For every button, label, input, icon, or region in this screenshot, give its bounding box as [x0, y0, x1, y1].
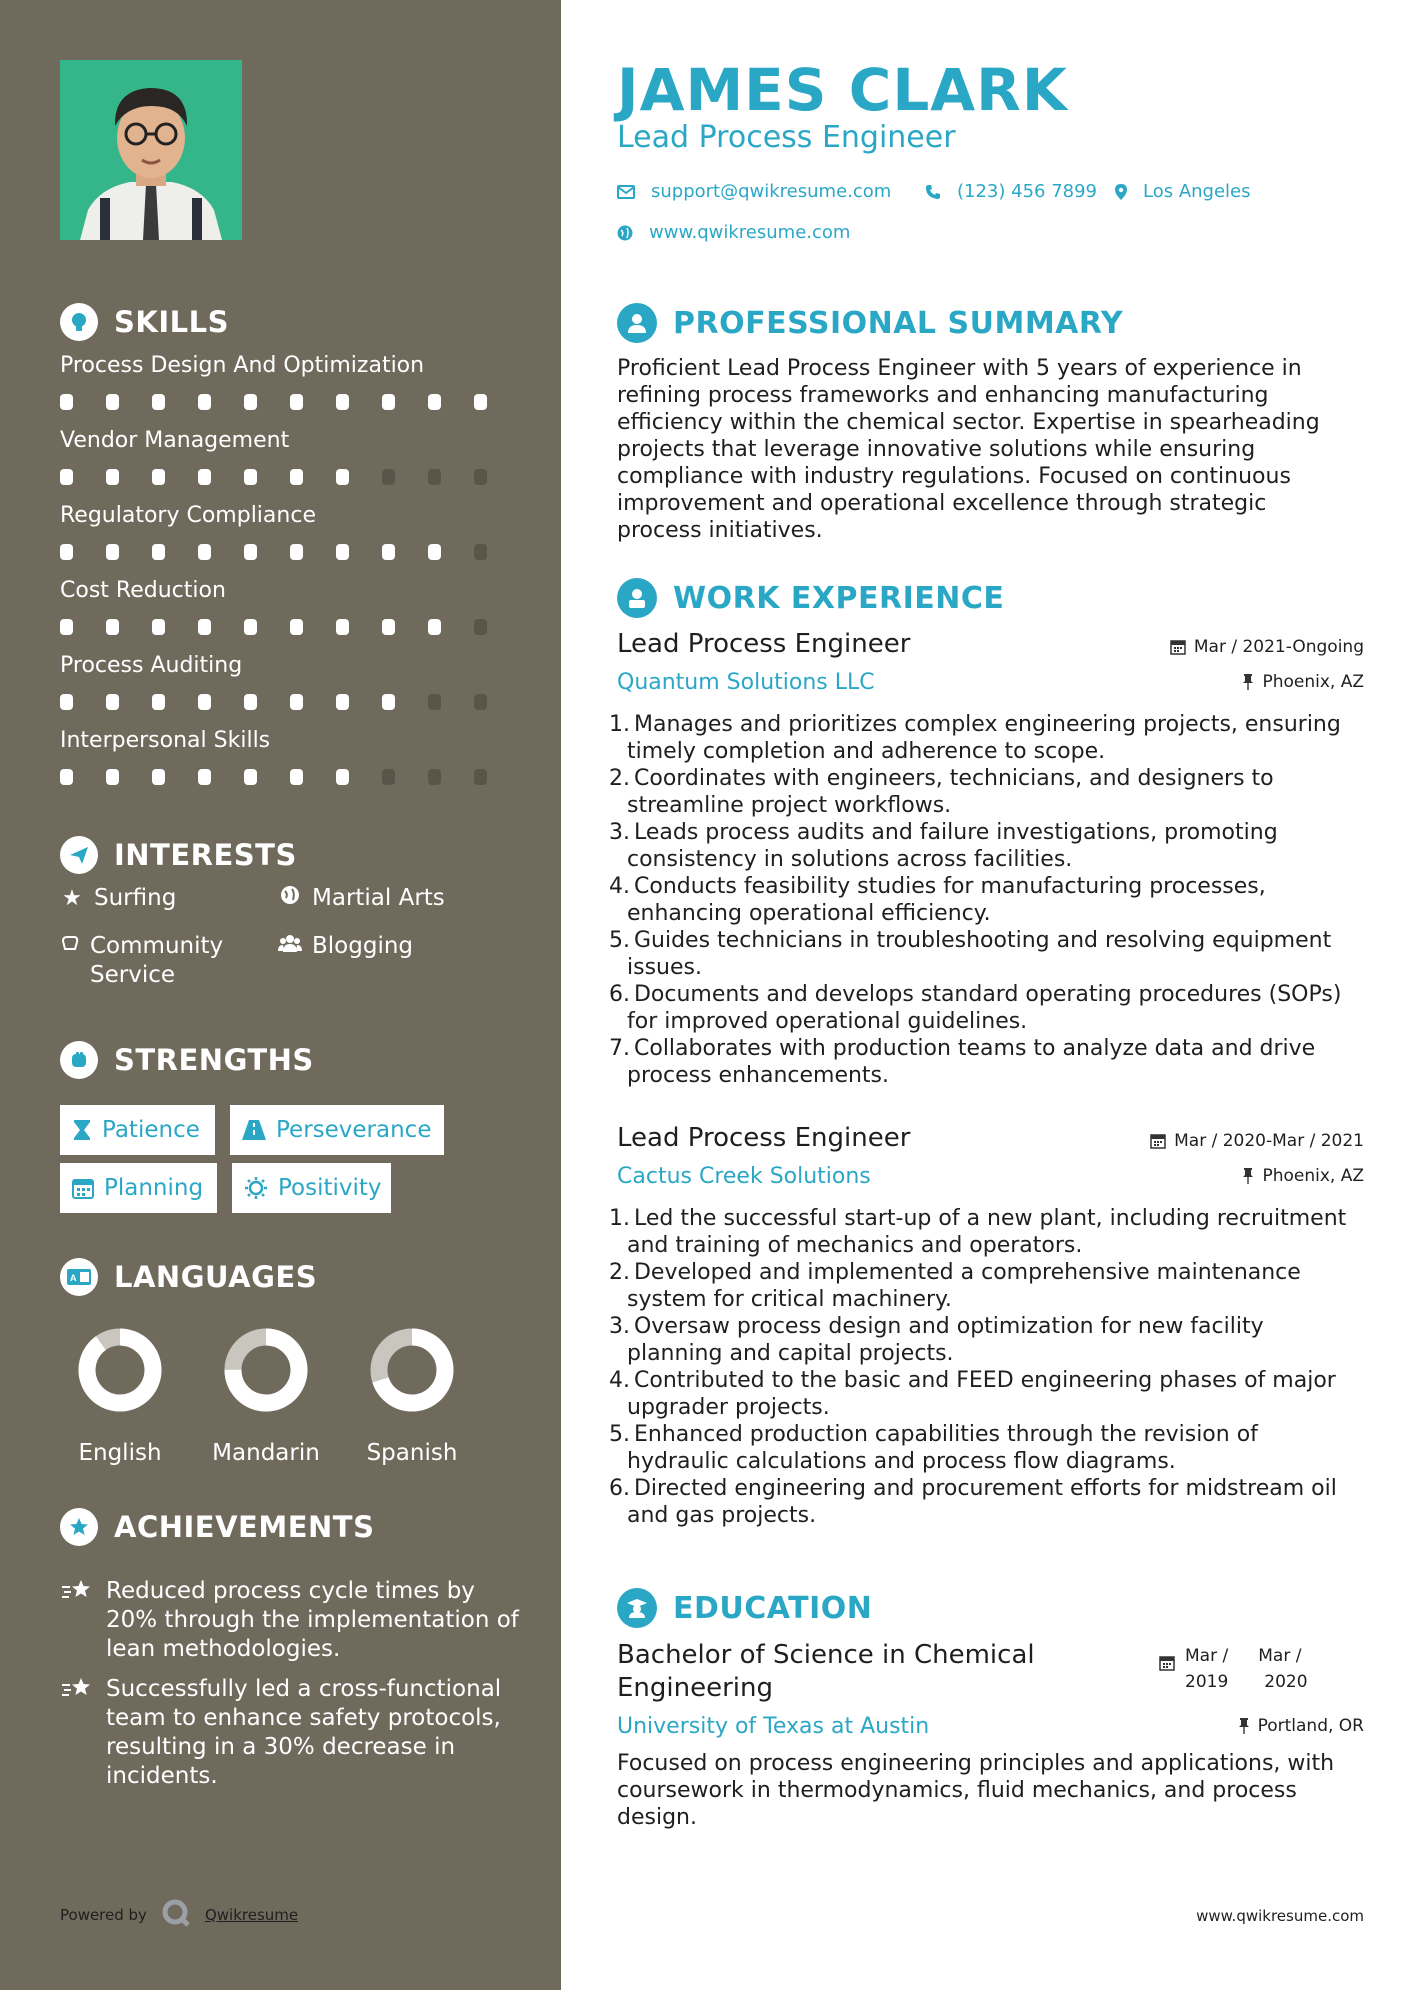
sidebar [0, 0, 561, 1990]
skill-name: Process Design And Optimization [60, 353, 425, 378]
job-dates-text: Mar / 2020-Mar / 2021 [1174, 1131, 1364, 1151]
education-location [1238, 1716, 1364, 1736]
experience-heading [617, 577, 1004, 619]
powered-by-label: Powered by [60, 1906, 147, 1924]
school-name: University of Texas at Austin [617, 1714, 930, 1739]
job-duties [609, 711, 1349, 1089]
lightbulb-icon [60, 303, 98, 341]
rating-dot-filled [382, 694, 395, 710]
candidate-name: JAMES CLARK [617, 56, 1068, 124]
rating-dot-filled [198, 394, 211, 410]
location-text: Los Angeles [1143, 181, 1251, 202]
language-name: Spanish [366, 1440, 458, 1466]
envelope-icon [617, 185, 635, 199]
duty-item: 4. Conducts feasibility studies for manufacturing processes, enhancing operational efficiency. [609, 874, 1266, 926]
strength-label: Positivity [278, 1175, 382, 1201]
road-icon [242, 1120, 266, 1140]
sun-icon [244, 1176, 268, 1200]
skill-name: Regulatory Compliance [60, 503, 316, 528]
skill-item [60, 652, 520, 710]
rating-dot-filled [336, 544, 349, 560]
skill-item [60, 727, 520, 785]
rating-dot-filled [198, 544, 211, 560]
rating-dot-empty [474, 769, 487, 785]
achievement-item [60, 1577, 520, 1664]
rating-dot-filled [60, 469, 73, 485]
strength-label: Patience [102, 1117, 200, 1143]
avatar [60, 60, 242, 240]
skill-rating [60, 544, 520, 560]
duty-item: 6. Documents and develops standard operating procedures (SOPs) for improved operational guidelines. [609, 982, 1342, 1034]
job-title: Lead Process Engineer [617, 629, 911, 659]
rating-dot-filled [152, 394, 165, 410]
duty-item: 3. Leads process audits and failure investigations, promoting consistency in solutions across facilities. [609, 820, 1278, 872]
map-pin-icon [1115, 184, 1127, 200]
rating-dot-filled [198, 469, 211, 485]
education-description: Focused on process engineering principles and applications, with coursework in thermodynamics, fluid mechanics, and process design. [617, 1751, 1335, 1830]
calendar-icon [72, 1177, 94, 1199]
skill-rating [60, 619, 520, 635]
strength-tag [230, 1105, 444, 1155]
phone-icon [925, 184, 941, 200]
skill-item [60, 352, 520, 410]
rating-dot-filled [244, 769, 257, 785]
rating-dot-empty [428, 769, 441, 785]
language-icon [60, 1258, 98, 1296]
rating-dot-filled [244, 544, 257, 560]
duty-item: 7. Collaborates with production teams to analyze data and drive process enhancements. [609, 1036, 1316, 1088]
duty-item: 1. Manages and prioritizes complex engineering projects, ensuring timely completion and adherence to scope. [609, 712, 1341, 764]
rating-dot-filled [244, 394, 257, 410]
duty-item: 3. Oversaw process design and optimization for new facility planning and capital projects. [609, 1314, 1264, 1366]
degree-line: Engineering [617, 1673, 773, 1703]
interest-label: Community Service [90, 933, 224, 988]
hourglass-icon [72, 1119, 92, 1141]
rating-dot-empty [428, 469, 441, 485]
users-icon [278, 932, 302, 961]
skill-item [60, 577, 520, 635]
end-month: Mar / [1258, 1646, 1302, 1666]
website-text: www.qwikresume.com [649, 222, 851, 243]
language-donut [50, 1320, 190, 1420]
interests-title: INTERESTS [114, 838, 297, 872]
rating-dot-filled [60, 544, 73, 560]
rating-dot-filled [290, 619, 303, 635]
company-name: Cactus Creek Solutions [617, 1164, 871, 1189]
rating-dot-filled [106, 394, 119, 410]
skill-item [60, 427, 520, 485]
hand-icon [60, 932, 80, 961]
duty-item: 1. Led the successful start-up of a new plant, including recruitment and training of mechanics and operators. [609, 1206, 1347, 1258]
duty-item: 2. Developed and implemented a comprehensive maintenance system for critical machinery. [609, 1260, 1301, 1312]
star-icon: ★ [62, 886, 82, 911]
skill-rating [60, 769, 520, 785]
rating-dot-filled [106, 619, 119, 635]
education-heading [617, 1587, 872, 1629]
job-location-text: Phoenix, AZ [1262, 672, 1364, 692]
rating-dot-filled [382, 394, 395, 410]
strengths-heading [60, 1038, 314, 1082]
rating-dot-filled [152, 544, 165, 560]
skill-name: Cost Reduction [60, 578, 226, 603]
duty-item: 5. Enhanced production capabilities through the revision of hydraulic calculations and process flow diagrams. [609, 1422, 1258, 1474]
pushpin-icon [1242, 1168, 1254, 1184]
briefcase-user-icon [617, 578, 657, 618]
language-name: English [78, 1440, 162, 1466]
email-text: support@qwikresume.com [651, 181, 892, 202]
rating-dot-filled [336, 694, 349, 710]
language-item [50, 1320, 190, 1466]
rating-dot-filled [428, 619, 441, 635]
rating-dot-filled [336, 619, 349, 635]
achievement-text: Successfully led a cross-functional team to enhance safety protocols, resulting in a 30% decrease in incidents. [106, 1676, 502, 1789]
fist-icon [60, 1041, 98, 1079]
job-duties [609, 1205, 1349, 1529]
strength-tag [60, 1163, 217, 1213]
rating-dot-filled [152, 694, 165, 710]
footer-url[interactable]: www.qwikresume.com [1196, 1907, 1364, 1925]
rating-dot-filled [60, 694, 73, 710]
rating-dot-filled [244, 469, 257, 485]
rating-dot-filled [290, 544, 303, 560]
contact-phone[interactable] [925, 181, 1097, 202]
rating-dot-filled [198, 619, 211, 635]
education-end [1258, 1643, 1307, 1695]
phone-text: (123) 456 7899 [957, 181, 1098, 202]
shooting-star-icon [60, 1675, 94, 1791]
rating-dot-filled [198, 694, 211, 710]
achievements-title: ACHIEVEMENTS [114, 1510, 375, 1544]
rating-dot-filled [152, 769, 165, 785]
shooting-star-icon [60, 1577, 94, 1664]
languages-title: LANGUAGES [114, 1260, 318, 1294]
skill-rating [60, 469, 520, 485]
pushpin-icon [1238, 1718, 1250, 1734]
rating-dot-filled [474, 394, 487, 410]
rating-dot-filled [106, 469, 119, 485]
job-location-text: Phoenix, AZ [1262, 1166, 1364, 1186]
rating-dot-filled [60, 769, 73, 785]
start-year: 2019 [1185, 1672, 1229, 1692]
job-location [1242, 1166, 1364, 1186]
job-dates [1150, 1131, 1364, 1151]
duty-item: 2. Coordinates with engineers, technicians, and designers to streamline project workflows. [609, 766, 1274, 818]
graduate-icon [617, 1588, 657, 1628]
rating-dot-filled [106, 544, 119, 560]
duty-item: 6. Directed engineering and procurement efforts for midstream oil and gas projects. [609, 1476, 1337, 1528]
rating-dot-filled [428, 544, 441, 560]
skill-name: Process Auditing [60, 653, 243, 678]
interest-label: Martial Arts [312, 885, 445, 911]
strength-tag [60, 1105, 215, 1155]
interest-item [278, 932, 413, 961]
contact-website[interactable] [617, 222, 850, 243]
job-location [1242, 672, 1364, 692]
pushpin-icon [1242, 674, 1254, 690]
candidate-role: Lead Process Engineer [617, 120, 956, 155]
rating-dot-filled [290, 769, 303, 785]
rating-dot-filled [152, 619, 165, 635]
language-item [342, 1320, 482, 1466]
skill-item [60, 502, 520, 560]
job-dates-text: Mar / 2021-Ongoing [1193, 637, 1364, 657]
job-title: Lead Process Engineer [617, 1123, 911, 1153]
calendar-icon [1150, 1133, 1166, 1149]
degree-title [617, 1639, 1035, 1705]
qwikresume-logo-icon [161, 1898, 191, 1932]
rating-dot-empty [382, 769, 395, 785]
strength-tag [232, 1163, 391, 1213]
achievements-heading [60, 1505, 374, 1549]
summary-heading [617, 302, 1123, 344]
language-donut [196, 1320, 336, 1420]
rating-dot-filled [106, 769, 119, 785]
education-dates [1159, 1643, 1308, 1695]
interest-item [60, 932, 260, 990]
skills-heading [60, 300, 229, 344]
rating-dot-filled [382, 619, 395, 635]
globe-icon [617, 225, 633, 241]
globe-icon [278, 884, 302, 913]
rating-dot-empty [474, 694, 487, 710]
rating-dot-filled [290, 694, 303, 710]
rating-dot-filled [152, 469, 165, 485]
rating-dot-filled [336, 469, 349, 485]
education-title: EDUCATION [673, 1590, 873, 1626]
rating-dot-filled [428, 394, 441, 410]
calendar-icon [1159, 1655, 1175, 1695]
qwikresume-link[interactable]: Qwikresume [204, 1906, 299, 1924]
rating-dot-empty [428, 694, 441, 710]
language-donut [342, 1320, 482, 1420]
rating-dot-filled [336, 769, 349, 785]
summary-title: PROFESSIONAL SUMMARY [673, 305, 1124, 341]
skill-name: Interpersonal Skills [60, 728, 271, 753]
interest-item [60, 884, 176, 913]
contact-email[interactable] [617, 181, 891, 202]
contact-location [1115, 181, 1251, 202]
interest-label: Surfing [94, 885, 177, 911]
donut-fill [87, 1337, 153, 1403]
trophy-star-icon [60, 1508, 98, 1546]
rating-dot-filled [244, 619, 257, 635]
rating-dot-empty [474, 544, 487, 560]
interest-item [278, 884, 445, 913]
svg-text:A: A [70, 1273, 77, 1283]
calendar-icon [1170, 639, 1186, 655]
language-item [196, 1320, 336, 1466]
skills-title: SKILLS [114, 305, 229, 339]
achievement-text: Reduced process cycle times by 20% through the implementation of lean methodologies. [106, 1578, 519, 1662]
start-month: Mar / [1185, 1646, 1229, 1666]
rating-dot-filled [382, 544, 395, 560]
education-start [1185, 1643, 1228, 1695]
interest-label: Blogging [312, 933, 414, 959]
skill-rating [60, 694, 520, 710]
experience-title: WORK EXPERIENCE [673, 580, 1005, 616]
strength-label: Planning [104, 1175, 204, 1201]
duty-item: 4. Contributed to the basic and FEED engineering phases of major upgrader projects. [609, 1368, 1336, 1420]
language-name: Mandarin [212, 1440, 320, 1466]
skill-rating [60, 394, 520, 410]
rating-dot-filled [60, 619, 73, 635]
powered-by [60, 1898, 298, 1932]
rating-dot-empty [382, 469, 395, 485]
user-icon [617, 303, 657, 343]
languages-heading [60, 1255, 317, 1299]
rating-dot-filled [290, 394, 303, 410]
rating-dot-filled [198, 769, 211, 785]
strength-label: Perseverance [276, 1117, 432, 1143]
interests-heading [60, 833, 297, 877]
profile-photo [60, 60, 242, 240]
strengths-title: STRENGTHS [114, 1043, 314, 1077]
rating-dot-filled [290, 469, 303, 485]
rating-dot-empty [474, 469, 487, 485]
rating-dot-filled [336, 394, 349, 410]
education-location-text: Portland, OR [1257, 1716, 1364, 1736]
main-content [561, 0, 1407, 1990]
achievement-item [60, 1675, 520, 1791]
job-dates [1170, 637, 1364, 657]
end-year: 2020 [1264, 1672, 1308, 1692]
degree-line: Bachelor of Science in Chemical [617, 1640, 1035, 1670]
rating-dot-filled [244, 694, 257, 710]
summary-text: Proficient Lead Process Engineer with 5 years of experience in refining process frameworks and enhancing manufacturing efficiency within the chemical sector. Expertise in spearheading projects that leverage innovative solutions while ensuring compliance with industry regulations. Focused on continuous improvement and operational excellence through strategic process initiatives. [617, 356, 1320, 543]
duty-item: 5. Guides technicians in troubleshooting and resolving equipment issues. [609, 928, 1332, 980]
rating-dot-filled [106, 694, 119, 710]
rating-dot-filled [60, 394, 73, 410]
paper-plane-icon [60, 836, 98, 874]
rating-dot-empty [474, 619, 487, 635]
company-name: Quantum Solutions LLC [617, 670, 875, 695]
skill-name: Vendor Management [60, 428, 290, 453]
